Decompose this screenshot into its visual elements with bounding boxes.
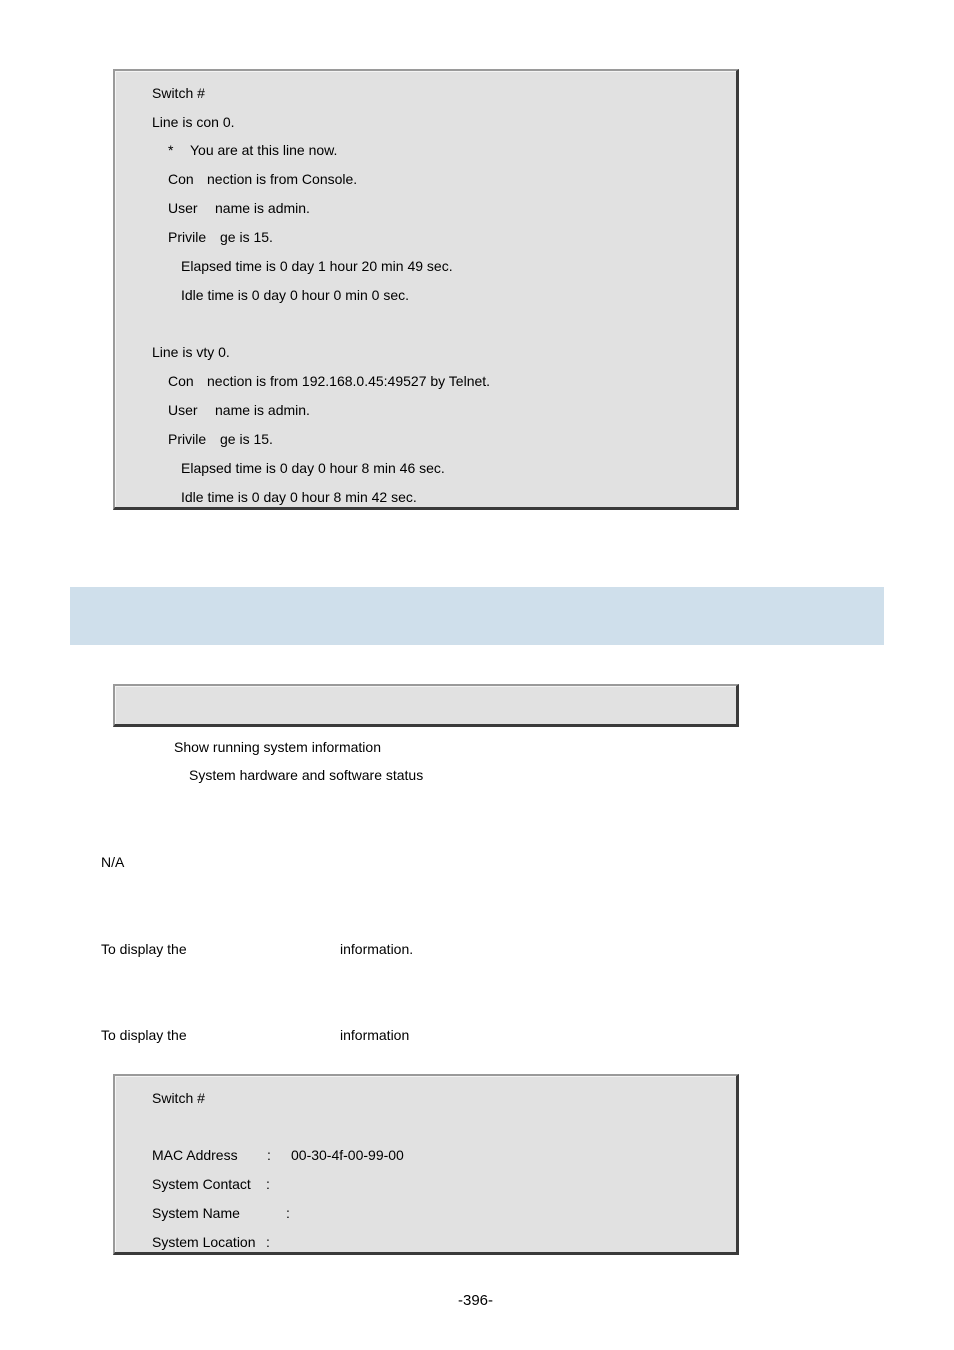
usage-text: To display the — [101, 1027, 187, 1043]
cli-line: * — [168, 142, 174, 158]
cli-line: User — [168, 402, 198, 418]
cli-field-sep: : — [266, 1234, 270, 1250]
command-syntax-box — [113, 684, 739, 727]
cli-line: Line is vty 0. — [152, 344, 230, 360]
cli-field-sep: : — [286, 1205, 290, 1221]
cli-prompt: Switch # — [152, 1090, 205, 1106]
cli-prompt: Switch # — [152, 85, 205, 101]
cli-field-label: System Name — [152, 1205, 240, 1221]
cli-field-value: 00-30-4f-00-99-00 — [291, 1147, 404, 1163]
cli-line: Idle time is 0 day 0 hour 0 min 0 sec. — [181, 287, 409, 303]
cli-line: Line is con 0. — [152, 114, 235, 130]
section-heading-band — [70, 587, 884, 645]
cli-line: You are at this line now. — [190, 142, 338, 158]
cli-line: name is admin. — [215, 402, 310, 418]
cli-line: ge is 15. — [220, 229, 273, 245]
cli-line: ge is 15. — [220, 431, 273, 447]
cli-line: Privile — [168, 229, 207, 245]
cli-line: nection is from 192.168.0.45:49527 by Telnet. — [207, 373, 491, 389]
cli-line: Con — [168, 373, 194, 389]
cli-field-sep: : — [266, 1176, 270, 1192]
usage-text: information. — [340, 941, 414, 957]
cli-example-box — [113, 1074, 739, 1255]
cli-line: User — [168, 200, 198, 216]
page-number: -396- — [458, 1292, 494, 1309]
cli-line: Idle time is 0 day 0 hour 8 min 42 sec. — [181, 489, 417, 505]
cli-line: Elapsed time is 0 day 1 hour 20 min 49 sec. — [181, 258, 453, 274]
cli-field-label: System Location — [152, 1234, 256, 1250]
cli-line: Con — [168, 171, 194, 187]
cli-field-sep: : — [267, 1147, 271, 1163]
usage-text: information — [340, 1027, 410, 1043]
description-line: Show running system information — [174, 739, 381, 755]
cli-line: Privile — [168, 431, 207, 447]
cli-field-label: MAC Address — [152, 1147, 238, 1163]
cli-line: name is admin. — [215, 200, 310, 216]
cli-line: nection is from Console. — [207, 171, 358, 187]
cli-field-label: System Contact — [152, 1176, 251, 1192]
cli-line: Elapsed time is 0 day 0 hour 8 min 46 sec. — [181, 460, 445, 476]
usage-text: To display the — [101, 941, 187, 957]
default-value: N/A — [101, 854, 125, 870]
description-line: System hardware and software status — [189, 767, 424, 783]
